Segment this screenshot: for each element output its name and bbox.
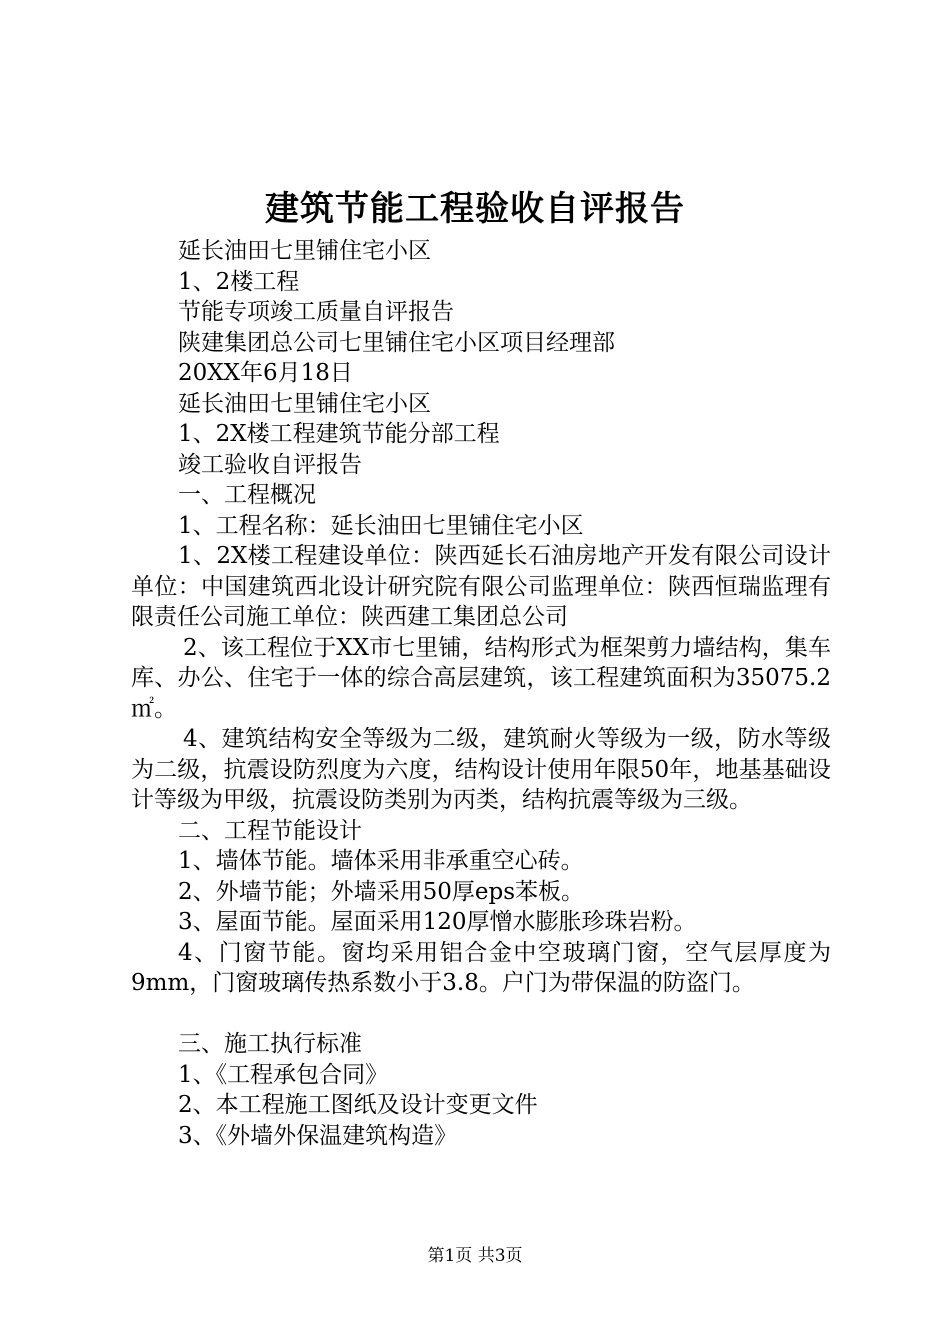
paragraph: 3、屋面节能。屋面采用120厚憎水膨胀珍珠岩粉。	[178, 909, 697, 935]
paragraph: 节能专项竣工质量自评报告	[178, 299, 454, 325]
section-heading: 一、工程概况	[178, 482, 316, 508]
paragraph: 延长油田七里铺住宅小区	[178, 390, 431, 417]
paragraph: 3、《外墙外保温建筑构造》	[178, 1122, 458, 1149]
paragraph: 1、2楼工程	[178, 268, 300, 295]
paragraph: 1、工程名称：延长油田七里铺住宅小区	[178, 512, 584, 539]
blank-line	[131, 999, 831, 1030]
section-heading: 三、施工执行标准	[178, 1031, 362, 1057]
paragraph: 1、《工程承包合同》	[178, 1061, 389, 1088]
document-body	[131, 236, 831, 1151]
paragraph: 2、外墙节能；外墙采用50厚eps苯板。	[178, 878, 585, 905]
section-heading: 二、工程节能设计	[178, 817, 362, 844]
paragraph: 竣工验收自评报告	[178, 451, 362, 478]
page-number-footer: 第1页 共3页	[427, 1246, 523, 1266]
paragraph: 1、墙体节能。墙体采用非承重空心砖。	[178, 848, 584, 874]
paragraph: 1、2X楼工程建筑节能分部工程	[178, 421, 500, 447]
paragraph: 延长油田七里铺住宅小区	[178, 238, 431, 264]
paragraph: 陕建集团总公司七里铺住宅小区项目经理部	[178, 329, 615, 356]
paragraph: 2、本工程施工图纸及设计变更文件	[178, 1092, 538, 1118]
paragraph: 20XX年6月18日	[178, 360, 353, 386]
paragraph: 2、该工程位于XX市七里铺，结构形式为框架剪力墙结构，集车库、办公、住宅于一体的综合高层建筑，该工程建筑面积为35075.2㎡。	[131, 634, 831, 722]
document-title: 建筑节能工程验收自评报告	[265, 189, 685, 229]
paragraph: 4、门窗节能。窗均采用铝合金中空玻璃门窗，空气层厚度为9mm，门窗玻璃传热系数小于3.8。户门为带保温的防盗门。	[131, 939, 831, 996]
paragraph: 4、建筑结构安全等级为二级，建筑耐火等级为一级，防水等级为二级，抗震设防烈度为六度，结构设计使用年限50年，地基基础设计等级为甲级，抗震设防类别为丙类，结构抗震等级为三级。	[131, 726, 831, 813]
paragraph: 1、2X楼工程建设单位：陕西延长石油房地产开发有限公司设计单位：中国建筑西北设计研究院有限公司监理单位：陕西恒瑞监理有限责任公司施工单位：陕西建工集团总公司	[131, 543, 831, 630]
